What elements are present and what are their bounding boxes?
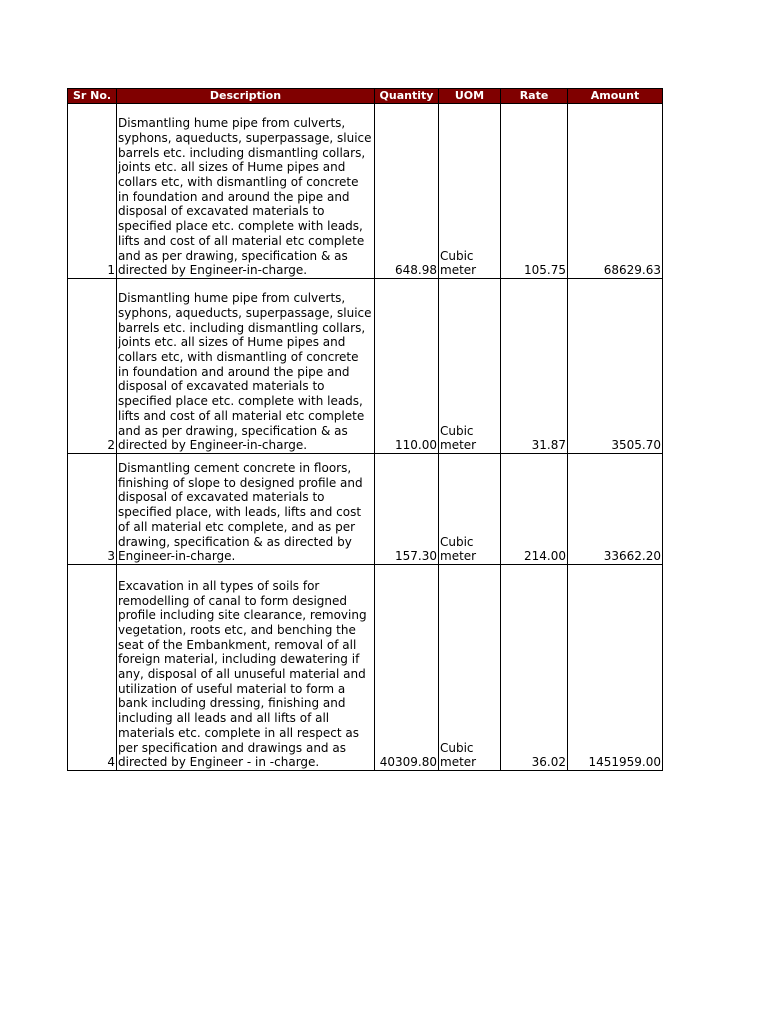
table-row [68,565,663,771]
header-rate: Rate [501,89,568,104]
description-cell [117,565,375,771]
bill-of-quantities-table [67,88,663,771]
amount-cell: 33662.20 [568,454,663,565]
description-text: Dismantling hume pipe from culverts, syphons, aqueducts, superpassage, sluice barrels etc. including dismantling collars, joints etc. all sizes of Hume pipes and collars etc, with dismantling of concrete in foundation and around the pipe and disposal of excavated materials to specified place etc. complete with leads, lifts and cost of all material etc complete and as per drawing, specification & as directed by Engineer-in-charge. [118,291,372,453]
amount-cell: 3505.70 [568,279,663,454]
header-row [68,89,663,104]
sr-no-cell: 3 [68,454,117,565]
description-text: Dismantling hume pipe from culverts, syphons, aqueducts, superpassage, sluice barrels etc. including dismantling collars, joints etc. all sizes of Hume pipes and collars etc, with dismantling of concrete in foundation and around the pipe and disposal of excavated materials to specified place etc. complete with leads, lifts and cost of all material etc complete and as per drawing, specification & as directed by Engineer-in-charge. [118,116,372,278]
uom-cell: Cubic meter [439,279,501,454]
rate-cell: 214.00 [501,454,568,565]
sr-no-cell: 4 [68,565,117,771]
quantity-cell: 157.30 [375,454,439,565]
rate-cell: 105.75 [501,104,568,279]
uom-cell: Cubic meter [439,104,501,279]
quantity-cell: 648.98 [375,104,439,279]
quantity-cell: 40309.80 [375,565,439,771]
header-quantity: Quantity [375,89,439,104]
uom-cell: Cubic meter [439,454,501,565]
description-cell [117,454,375,565]
header-description: Description [117,89,375,104]
rate-cell: 36.02 [501,565,568,771]
sr-no-cell: 1 [68,104,117,279]
description-cell [117,104,375,279]
description-cell [117,279,375,454]
table-row [68,279,663,454]
sr-no-cell: 2 [68,279,117,454]
amount-cell: 68629.63 [568,104,663,279]
amount-cell: 1451959.00 [568,565,663,771]
description-text: Excavation in all types of soils for remodelling of canal to form designed profile including site clearance, removing vegetation, roots etc, and benching the seat of the Embankment, removal of all foreign material, including dewatering if any, disposal of all unuseful material and utilization of useful material to form a bank including dressing, finishing and including all leads and all lifts of all materials etc. complete in all respect as per specification and drawings and as directed by Engineer - in -charge. [118,578,367,770]
rate-cell: 31.87 [501,279,568,454]
table-row [68,104,663,279]
header-sr-no: Sr No. [68,89,117,104]
header-amount: Amount [568,89,663,104]
description-text: Dismantling cement concrete in floors, finishing of slope to designed profile and disposal of excavated materials to specified place, with leads, lifts and cost of all material etc complete, and as per drawing, specification & as directed by Engineer-in-charge. [118,461,363,564]
uom-cell: Cubic meter [439,565,501,771]
quantity-cell: 110.00 [375,279,439,454]
table-row [68,454,663,565]
header-uom: UOM [439,89,501,104]
